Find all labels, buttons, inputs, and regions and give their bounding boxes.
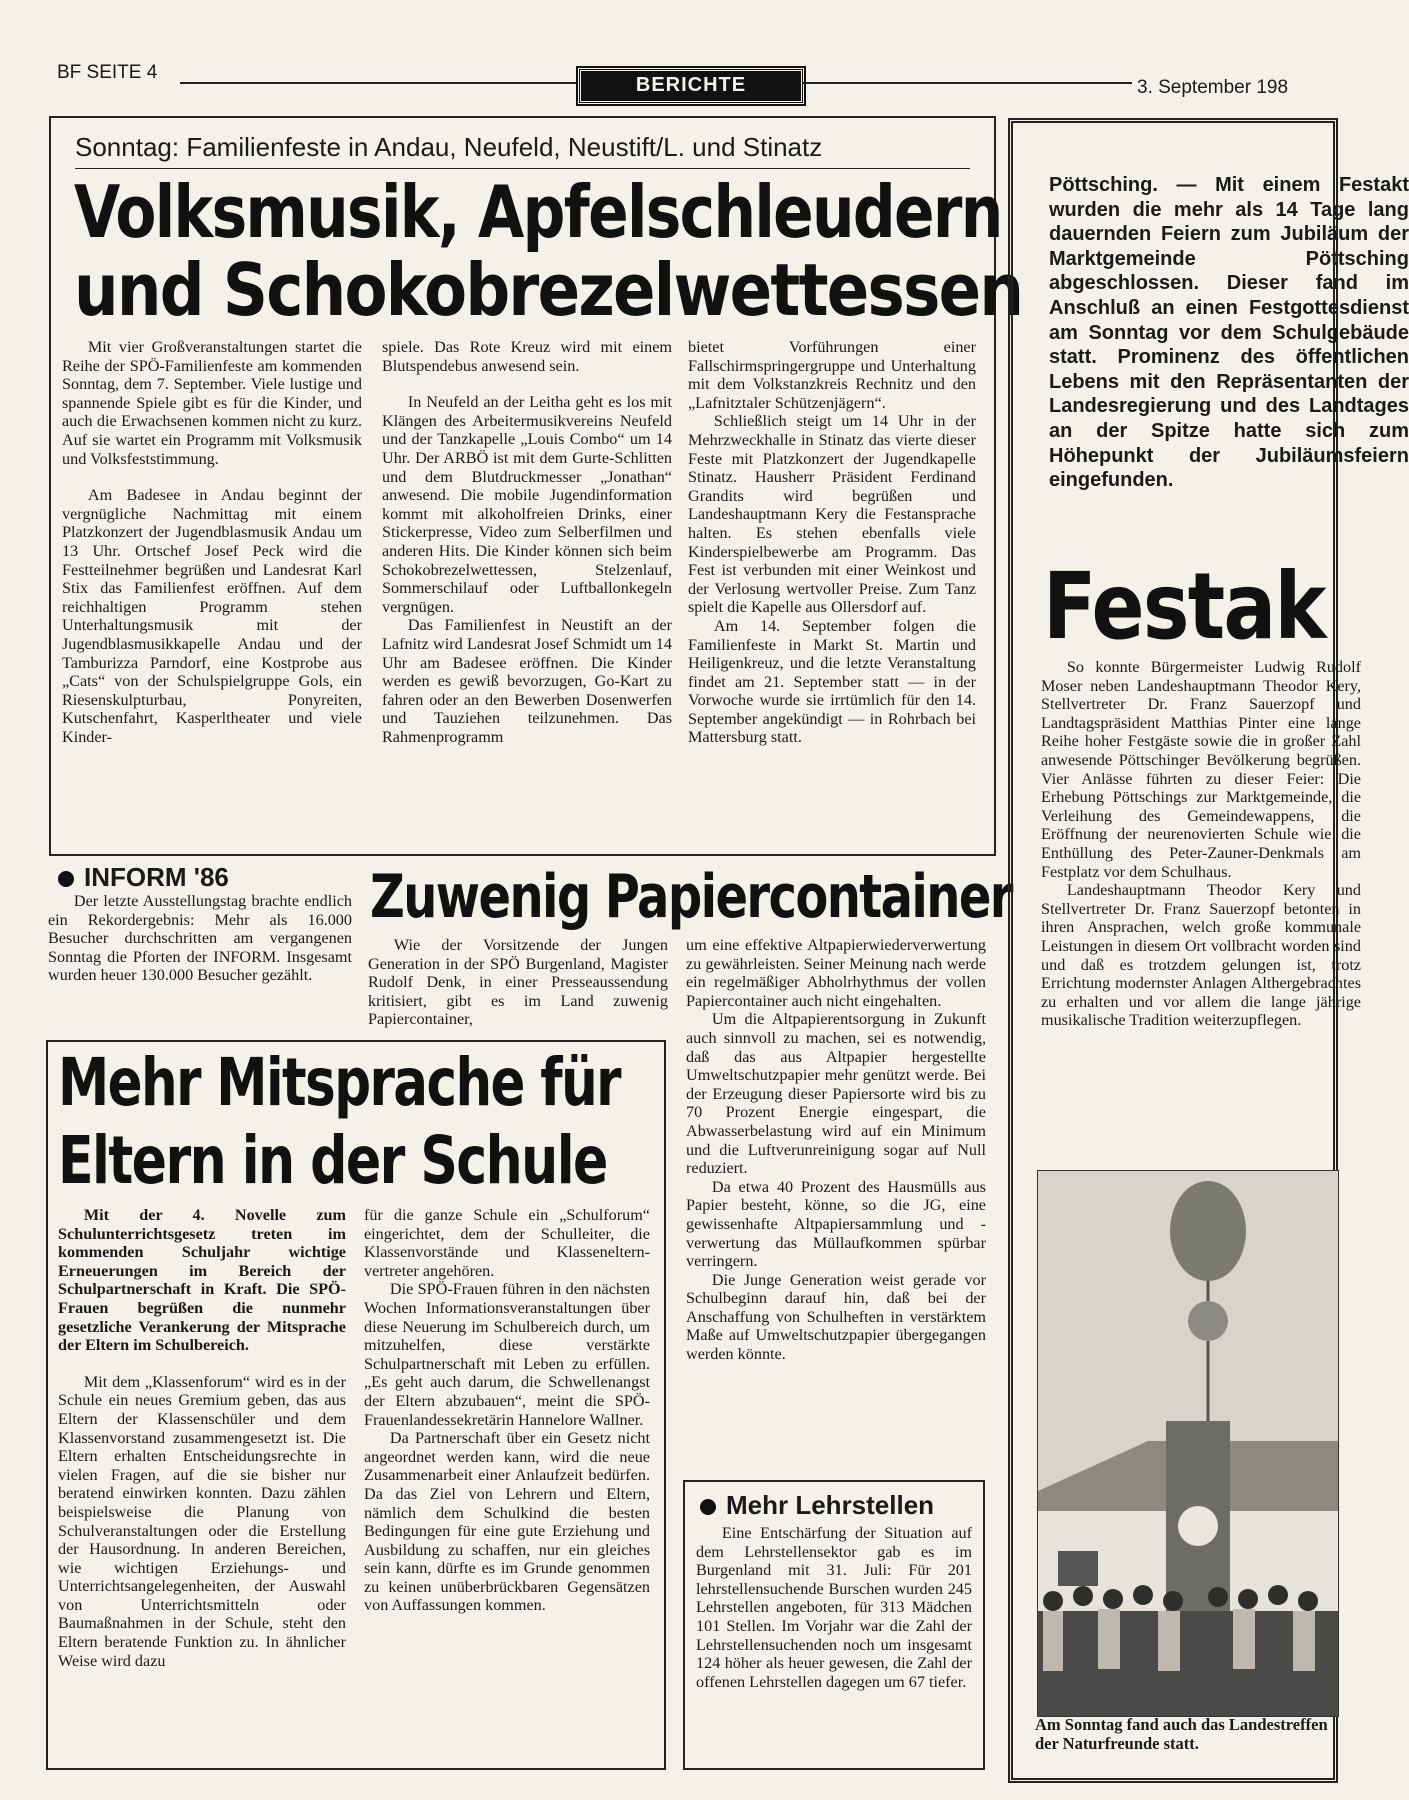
- inform-text: [48, 892, 352, 985]
- lead-paragraph: Am 14. September folgen die Familienfeste in Markt St. Martin und Heiligenkreuz, und die letzte Veranstaltung findet am 21. September statt — in der Vorwoche wurde sie irrtümlich für den 14. September angekündigt — in Rohrbach bei Mattersburg statt.: [688, 616, 976, 747]
- papier-headline: Zuwenig Papiercontainer: [370, 862, 1012, 932]
- masthead-rule-right: [802, 82, 1132, 84]
- inform-title-text: INFORM '86: [84, 862, 229, 892]
- poetsching-body: [1041, 658, 1361, 1030]
- papier-paragraph: Da etwa 40 Prozent des Hausmülls aus Papier besteht, könne, so die JG, eine gewissenhafte Altpapiersammlung und -verwertung das Müllaufkommen spürbar verringern.: [686, 1177, 986, 1271]
- schule-column-2: [364, 1206, 650, 1615]
- schule-headline-line2: Eltern in der Schule: [58, 1122, 607, 1199]
- papier-column-2: [686, 936, 986, 1364]
- schule-paragraph: Die SPÖ-Frauen führen in den nächsten Wochen Informationsveranstaltungen über diese Neuerung im Schulbereich durch, um mitzuhelfen, diese verstärkte Schulpartnerschaft mit Leben zu erfüllen. „Es geht auch darum, die Schwellenangst der Eltern abzubauen“, meint die SPÖ-Frauenlandessekretärin Hannelore Wallner.: [364, 1280, 650, 1429]
- papier-paragraph: um eine effektive Altpapierwiederverwertung zu gewährleisten. Seiner Meinung nach werde ein regelmäßiger Abholrhythmus der vollen Papiercontainer auch nicht eingehalten.: [686, 936, 986, 1010]
- lead-column-2: [382, 338, 672, 746]
- bullet-icon: [58, 871, 74, 887]
- poetsching-headline: Festak: [1043, 553, 1325, 660]
- inform-paragraph: Der letzte Ausstellungstag brachte endlich ein Rekordergebnis: Mehr als 16.000 Besucher durchschritten am vergangenen Sonntag die Pforten der INFORM. Insgesamt wurden heuer 130.000 Besucher gezählt.: [48, 892, 352, 985]
- lead-paragraph: In Neufeld an der Leitha geht es los mit Klängen des Arbeitermusikvereins Neufeld und der Tanzkapelle „Louis Combo“ um 14 Uhr. Der ARBÖ ist mit dem Gurte-Schlitten und dem Blutdruckmesser „Jonathan“ anwesend. Die mobile Jugendinformation kommt mit alkoholfreien Drinks, einer Stickerpresse, Video zum Selberfilmen und anderen Hits. Die Kinder können sich beim Schokobrezelwettessen, Stelzenlauf, Sommerschilauf oder Luftballonkegeln vergnügen.: [382, 393, 672, 616]
- poetsching-frame: [1008, 118, 1409, 1783]
- schule-headline-line1: Mehr Mitsprache für: [58, 1044, 621, 1121]
- lead-column-1: [62, 338, 362, 746]
- schule-lead: Mit der 4. Novelle zum Schulunterrichtsgesetz treten im kommenden Schuljahr wichtige Erneuerungen im Bereich der Schulpartnerschaft in Kraft. Die SPÖ-Frauen begrüßen die nunmehr gesetzliche Verankerung der Mitsprache der Eltern im Schulbereich.: [58, 1206, 346, 1355]
- lehrstellen-title-text: Mehr Lehrstellen: [726, 1490, 935, 1520]
- poetsching-paragraph: Landeshauptmann Theodor Kery und Stellvertreter Dr. Franz Sauerzopf betonten in ihren Ansprachen, welch große kommunale Leistungen in diesem Ort vollbracht worden sind und daß es trotzdem gelungen ist, trotz Errichtung modernster Anlagen Althergebrachtes zu erhalten und vor allem die lange jährige musikalische Tradition weiterzupflegen.: [1041, 881, 1361, 1030]
- lead-paragraph: Mit vier Großveranstaltungen startet die Reihe der SPÖ-Familienfeste am kommenden Sonntag, dem 7. September. Viele lustige und spannende Spiele gibt es für die Kinder, und auch die Erwachsenen kommen nicht zu kurz. Auf sie wartet ein Programm mit Volksmusik und Volksfeststimmung.: [62, 338, 362, 468]
- lehrstellen-paragraph: Eine Entschärfung der Situation auf dem Lehrstellensektor gab es im Burgenland mit 31. Juli: Für 201 lehrstellensuchende Burschen wurden 245 Lehrstellen angeboten, für 313 Mädchen 101 Stellen. Im Vorjahr war die Zahl der Lehrstellensuchenden noch um insgesamt 124 höher als heuer gewesen, die Zahl der offenen Lehrstellen dagegen um 67 tiefer.: [696, 1524, 972, 1691]
- papier-paragraph: Wie der Vorsitzende der Jungen Generation in der SPÖ Burgenland, Magister Rudolf Denk, in einer Presseaussendung kritisiert, gibt es im Land zuwenig Papiercontainer,: [368, 936, 668, 1029]
- lead-headline-line2: und Schokobrezelwettessen: [74, 248, 1023, 332]
- papier-paragraph: Die Junge Generation weist gerade vor Schulbeginn darauf hin, daß bei der Anschaffung von Schulheften in verstärktem Maße auf Umweltschutzpapier übergegangen werden könnte.: [686, 1270, 986, 1364]
- lead-paragraph: Am Badesee in Andau beginnt der vergnügliche Nachmittag mit einem Platzkonzert der Jugendblasmusik Andau um 13 Uhr. Ortschef Josef Peck wird die Festteilnehmer begrüßen und Landesrat Karl Stix das Familienfest eröffnen. Auf dem reichhaltigen Programm stehen Unterhaltungsmusik mit der Jugendblasmusikkapelle Andau und der Tamburizza Parndorf, eine Kostprobe aus „Cats“ von der Schulspielgruppe Gols, ein Riesenskulpturbau, Ponyreiten, Kutschenfahrt, Kasperltheater und viele Kinder-: [62, 486, 362, 746]
- schule-column-1: [58, 1206, 346, 1670]
- lead-paragraph: Schließlich steigt um 14 Uhr in der Mehrzweckhalle in Stinatz das vierte dieser Feste mit Platzkonzert der Jugendkapelle Stinatz. Hausherr Präsident Ferdinand Grandits wird begrüßen und Landeshauptmann Kery die Festansprache halten. Es stehen ebenfalls viele Kinderspielbewerbe am Programm. Das Fest ist verbunden mit einer Weinkost und der Verlosung wertvoller Preise. Zum Tanz spielt die Kapelle aus Ollersdorf auf.: [688, 412, 976, 617]
- lead-paragraph: Das Familienfest in Neustift an der Lafnitz wird Landesrat Josef Schmidt um 14 Uhr am Badesee eröffnen. Die Kinder werden es gewiß bevorzugen, Go-Kart zu fahren oder an den Bewerben Dosenwerfen und Tauziehen teilzunehmen. Das Rahmenprogramm: [382, 616, 672, 746]
- kicker-rule: [75, 168, 970, 169]
- poetsching-lead: Pöttsching. — Mit einem Festakt wurden die mehr als 14 Tage lang dauernden Feiern zum Jubiläum der Marktgemeinde Pöttsching abgeschlossen. Dieser fand im Anschluß an einen Festgottesdienst am Sonntag vor dem Schulgebäude statt. Prominenz des öffentlichen Lebens mit den Repräsentanten der Landesregierung und des Landtages an der Spitze hatte sich zum Höhepunkt der Jubiläumsfeiern eingefunden.: [1049, 174, 1409, 492]
- masthead-rule-left: [180, 82, 576, 84]
- schule-paragraph: für die ganze Schule ein „Schulforum“ eingerichtet, dem der Schulleiter, die Klassenvorstände und Klassenelternvertreter angehören.: [364, 1206, 650, 1280]
- bullet-icon: [700, 1499, 716, 1515]
- lehrstellen-title: [700, 1490, 934, 1521]
- lead-paragraph: bietet Vorführungen einer Fallschirmspringergruppe und Unterhaltung mit dem Volkstanzkreis Rechnitz und den „Lafnitztaler Schützenjägern“.: [688, 338, 976, 412]
- schule-paragraph: Da Partnerschaft über ein Gesetz nicht angeordnet werden kann, wird die neue Zusammenarbeit einer Anlaufzeit bedürfen. Da das Ziel von Lehrern und Eltern, nämlich dem Schulkind die besten Bedingungen für eine gute Erziehung und Ausbildung zu schaffen, nur ein gleiches sein kann, dürfte es im Grunde genommen zu keinen unüberbrückbaren Gegensätzen von Auffassungen kommen.: [364, 1429, 650, 1615]
- lead-paragraph: spiele. Das Rote Kreuz wird mit einem Blutspendebus anwesend sein.: [382, 338, 672, 375]
- lead-kicker: Sonntag: Familienfeste in Andau, Neufeld, Neustift/L. und Stinatz: [75, 132, 823, 162]
- photo-caption: Am Sonntag fand auch das Landestreffen der Naturfreunde statt.: [1035, 1715, 1328, 1753]
- inform-title: [58, 862, 229, 893]
- lead-column-3: [688, 338, 976, 747]
- papier-paragraph: Um die Altpapierentsorgung in Zukunft auch sinnvoll zu machen, sei es notwendig, daß das aus Altpapier hergestellte Umweltschutzpapier mehr genützt werde. Bei der Erzeugung dieser Papiersorte wird bis zu 70 Prozent Energie eingespart, die Abwasserbelastung wird auf ein Minimum und die Luftverunreinigung sogar auf Null reduziert.: [686, 1010, 986, 1178]
- festival-photo: [1037, 1170, 1339, 1717]
- schule-paragraph: Mit dem „Klassenforum“ wird es in der Schule ein neues Gremium geben, das aus Eltern der Klassenschüler und dem Klassenvorstand zusammengesetzt ist. Die Eltern erhalten Entscheidungsrechte in vielen Fragen, auf die sie bisher nur beratend einwirken konnten. Dazu zählen beispielsweise die Planung von Schulveranstaltungen oder die Erstellung der Hausordnung. In anderen Bereichen, wie wichtigen Erziehungs- und Unterrichtsangelegenheiten, der Auswahl von Unterrichtsmitteln oder Baumaßnahmen in der Schule, steht den Eltern beratende Funktion zu. In ähnlicher Weise wird dazu: [58, 1372, 346, 1670]
- page-date: 3. September 198: [1137, 77, 1289, 98]
- section-title: BERICHTE: [635, 74, 747, 96]
- section-banner: [578, 68, 804, 104]
- page-number: BF SEITE 4: [57, 62, 158, 83]
- lehrstellen-text: [696, 1524, 972, 1691]
- papier-column-1: [368, 936, 668, 1029]
- poetsching-paragraph: So konnte Bürgermeister Ludwig Rudolf Moser neben Landeshauptmann Theodor Kery, Stellvertreter Dr. Franz Sauerzopf und Landtagspräsident Matthias Pinter eine lange Reihe hoher Festgäste sowie die in großer Zahl anwesende Pöttschinger Bevölkerung begrüßen. Vier Anlässe führten zu dieser Feier: Die Erhebung Pöttschings zur Marktgemeinde, die Verleihung des Gemeindewappens, die Eröffnung der neurenovierten Schule wie die Enthüllung des Peter-Zauner-Denkmals am Festplatz vor dem Schulhaus.: [1041, 658, 1361, 881]
- lead-headline-line1: Volksmusik, Apfelschleudern: [74, 170, 1002, 254]
- festival-photo-image: [1038, 1171, 1338, 1716]
